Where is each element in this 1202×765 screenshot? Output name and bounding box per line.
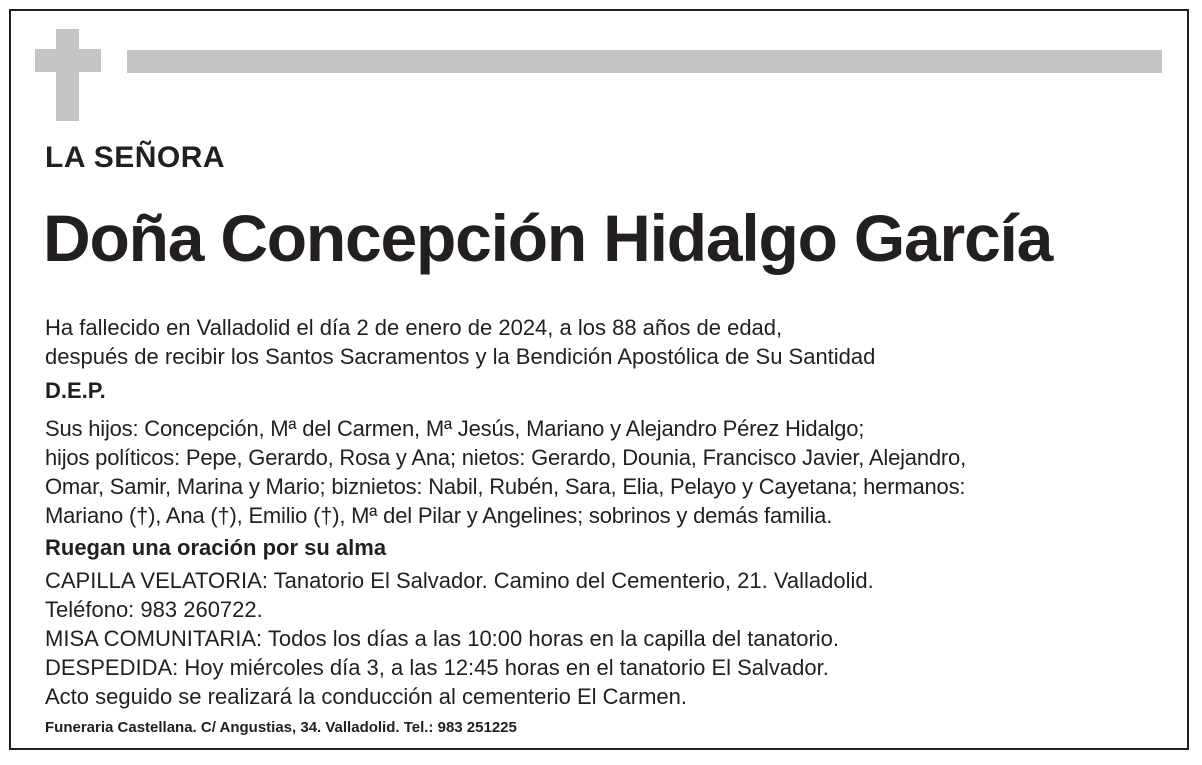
rip-label: D.E.P. (45, 378, 106, 403)
family-block (45, 414, 1165, 530)
family-line: hijos políticos: Pepe, Gerardo, Rosa y Ana; nietos: Gerardo, Dounia, Francisco Javier, Alejandro, (45, 445, 966, 470)
service-line: CAPILLA VELATORIA: Tanatorio El Salvador. Camino del Cementerio, 21. Valladolid. (45, 568, 874, 593)
service-line: DESPEDIDA: Hoy miércoles día 3, a las 12:45 horas en el tanatorio El Salvador. (45, 655, 829, 680)
service-line: Acto seguido se realizará la conducción al cementerio El Carmen. (45, 684, 687, 709)
header-rule (127, 50, 1162, 73)
announcement-line: Ha fallecido en Valladolid el día 2 de enero de 2024, a los 88 años de edad, (45, 315, 783, 340)
family-line: Mariano (†), Ana (†), Emilio (†), Mª del Pilar y Angelines; sobrinos y demás familia. (45, 503, 833, 528)
family-line: Sus hijos: Concepción, Mª del Carmen, Mª Jesús, Mariano y Alejandro Pérez Hidalgo; (45, 416, 865, 441)
service-line: Teléfono: 983 260722. (45, 597, 263, 622)
services-block (45, 566, 1165, 711)
cross-icon-arm (35, 49, 101, 72)
prayer-request: Ruegan una oración por su alma (45, 535, 387, 560)
announcement-block (45, 313, 1165, 371)
funeral-home-footer: Funeraria Castellana. C/ Angustias, 34. Valladolid. Tel.: 983 251225 (45, 719, 517, 736)
cross-icon (56, 29, 79, 121)
service-line: MISA COMUNITARIA: Todos los días a las 10:00 horas en la capilla del tanatorio. (45, 626, 840, 651)
announcement-line: después de recibir los Santos Sacramentos y la Bendición Apostólica de Su Santidad (45, 344, 876, 369)
deceased-name: Doña Concepción Hidalgo García (43, 201, 1053, 275)
honorific-kicker: LA SEÑORA (45, 141, 226, 174)
family-line: Omar, Samir, Marina y Mario; biznietos: Nabil, Rubén, Sara, Elia, Pelayo y Cayetana; hermanos: (45, 474, 966, 499)
